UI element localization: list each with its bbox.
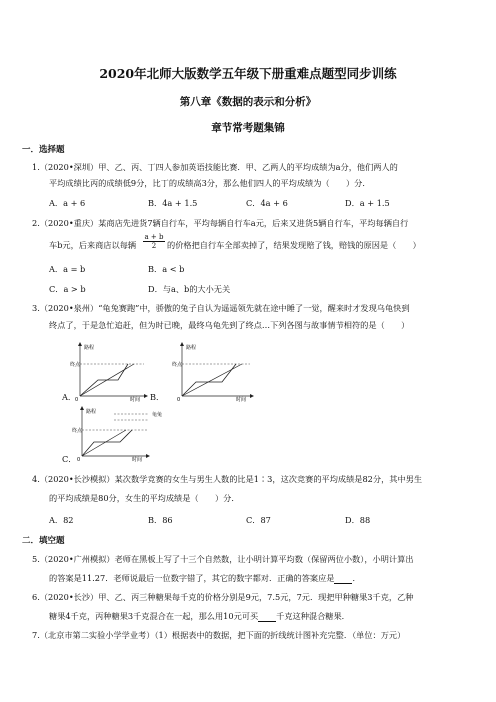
q5-line2-text: 的答案是11.27．老师说最后一位数字错了，其它的数字都对．正确的答案应是 <box>49 573 335 583</box>
q4-option-b: B．86 <box>148 515 173 525</box>
q4-option-a: A．82 <box>49 515 74 525</box>
graph-b-x-label: 时间 <box>236 397 247 402</box>
graph-a-x-label: 时间 <box>130 397 141 402</box>
q3-graph-a <box>68 340 150 402</box>
q1-option-c: C．4a + 6 <box>246 198 288 208</box>
q6-line2-post: 千克这种混合糖果． <box>276 611 350 621</box>
section-choice-heading: 一．选择题 <box>22 145 65 155</box>
q6-answer-blank[interactable] <box>258 613 276 622</box>
q2-option-a: A．a = b <box>49 264 86 274</box>
graph-b-rabbit-line <box>182 364 236 396</box>
q2-line2-pre: 车b元，后来商店以每辆 <box>49 240 137 250</box>
q2-line2-post: 的价格把自行车全部卖掉了，结果发现赔了钱，赔钱的原因是（ ） <box>167 240 421 250</box>
q1-option-a: A．a + 6 <box>49 198 86 208</box>
q2-option-d: D．与a、b的大小无关 <box>148 284 231 294</box>
section-fill-heading: 二．填空题 <box>22 536 65 546</box>
q3-graph-b <box>170 340 256 402</box>
q5-line1: 5.（2020•广州模拟）老师在黑板上写了十三个自然数，让小明计算平均数（保留两位小数），小明计算出 <box>32 554 414 564</box>
graph-c-side-label: 龟兔 <box>152 412 163 418</box>
q3-graph-c <box>70 404 166 462</box>
q3-option-c: C． <box>62 454 77 464</box>
q2-fraction-denominator: 2 <box>151 242 157 250</box>
graph-c-finish-label: 终点 <box>72 428 83 434</box>
q3-option-a: A． <box>62 392 77 402</box>
q2-line1: 2.（2020•重庆）某商店先进货7辆自行车，平均每辆自行车a元，后来又进货5辆自行车，平均每辆自行 <box>32 218 409 228</box>
graph-b-y-label: 路程 <box>186 345 197 351</box>
q1-line2: 平均成绩比丙的成绩低9分，比丁的成绩高3分，那么他们四人的平均成绩为（ ）分． <box>49 178 371 188</box>
q5-line2 <box>49 573 361 584</box>
graph-c-tortoise-line <box>82 430 126 456</box>
graph-a-tortoise-line <box>80 364 134 396</box>
q6-line1: 6.（2020•长沙）甲、乙、丙三种糖果每千克的价格分别是9元，7.5元，7元．现把甲种糖果3千克，乙种 <box>32 592 414 602</box>
graph-b-finish-label: 终点 <box>172 362 183 368</box>
graph-a-finish-label: 终点 <box>70 362 81 368</box>
q2-fraction <box>143 233 165 250</box>
q6-line2-pre: 糖果4千克，丙种糖果3千克混合在一起，那么用10元可买 <box>49 611 259 621</box>
q1-option-d: D．a + 1.5 <box>345 198 390 208</box>
graph-c-x-label: 时间 <box>132 457 143 462</box>
q1-option-b: B．4a + 1.5 <box>148 198 198 208</box>
q2-fraction-numerator: a + b <box>144 233 164 241</box>
q3-line1: 3.（2020•泉州）“龟兔赛跑”中，骄傲的兔子自认为遥遥领先就在途中睡了一觉，醒来时才发现乌龟快到 <box>32 303 410 313</box>
graph-a-origin: 0 <box>75 397 79 402</box>
q3-line2: 终点了，于是急忙追赶，但为时已晚，最终乌龟先到了终点…下列各图与故事情节相符的是（ ） <box>49 320 410 330</box>
q4-line1: 4.（2020•长沙模拟）某次数学竞赛的女生与男生人数的比是1∶3，这次竞赛的平均成绩是82分，其中男生 <box>32 474 423 484</box>
q7-line1: 7.（北京市第二实验小学学业考）（1）根据表中的数据，把下面的折线统计图补充完整．（单位：万元） <box>32 630 406 640</box>
graph-c-rabbit-line <box>82 430 132 456</box>
graph-b-origin: 0 <box>177 397 181 402</box>
main-title: 2020年北师大版数学五年级下册重难点题型同步训练 <box>99 66 397 81</box>
graph-a-rabbit-line <box>80 364 128 396</box>
graph-a-y-label: 路程 <box>84 345 95 351</box>
chapter-title: 第八章《数据的表示和分析》 <box>179 96 317 108</box>
q4-option-c: C．87 <box>246 515 271 525</box>
graph-b-tortoise-line <box>182 364 242 396</box>
q5-answer-blank[interactable] <box>334 575 352 584</box>
q3-option-b: B． <box>150 392 165 402</box>
q1-line1: 1.（2020•深圳）甲、乙、丙、丁四人参加英语技能比赛．甲、乙两人的平均成绩为a分，他们两人的 <box>32 162 398 172</box>
q4-option-d: D．88 <box>345 515 371 525</box>
q2-option-b: B．a < b <box>148 264 185 274</box>
section-subtitle: 章节常考题集锦 <box>211 122 285 134</box>
graph-c-origin: 0 <box>77 457 81 462</box>
q4-line2: 的平均成绩是80分，女生的平均成绩是（ ）分． <box>49 493 240 503</box>
graph-c-y-label: 路程 <box>86 409 97 415</box>
q6-line2 <box>49 611 350 622</box>
q2-option-c: C．a > b <box>49 284 86 294</box>
q5-line2-end: ． <box>352 573 361 583</box>
